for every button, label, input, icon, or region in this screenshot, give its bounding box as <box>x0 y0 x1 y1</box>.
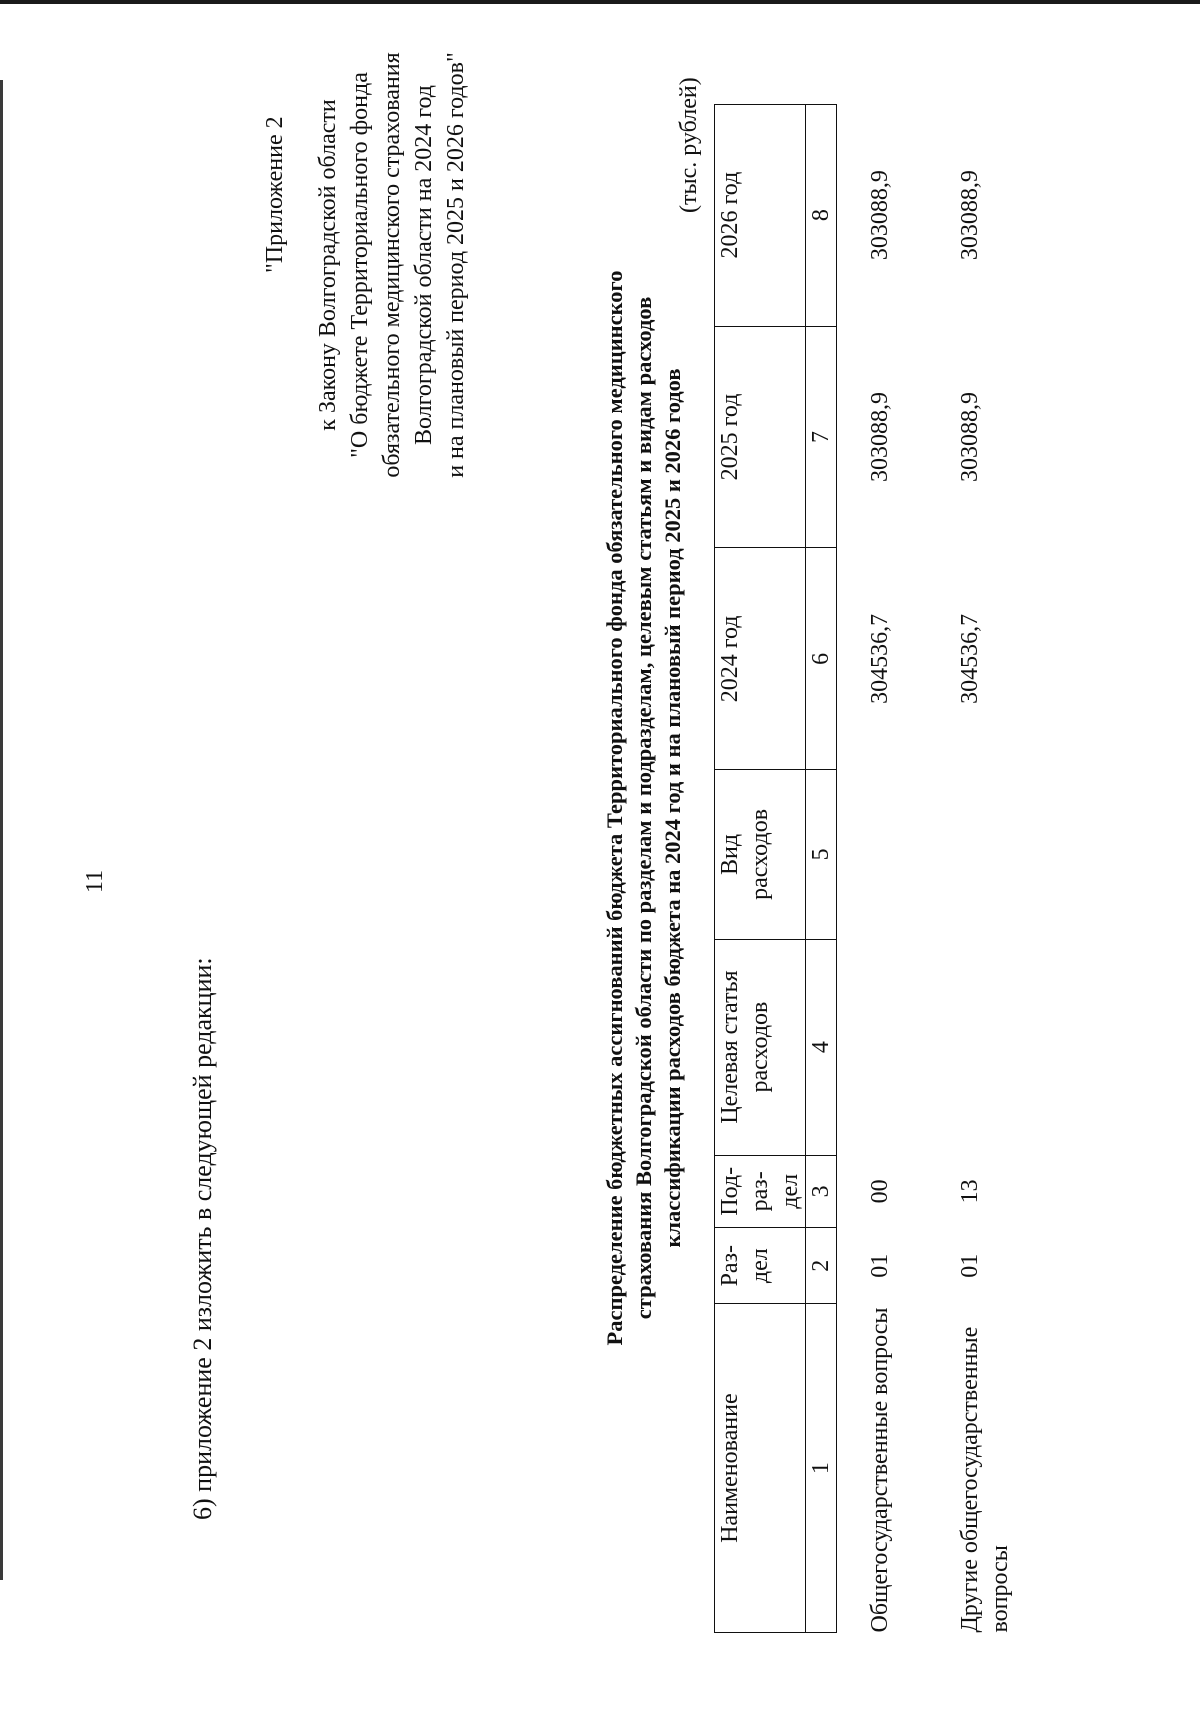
intro-text: 6) приложение 2 изложить в следующей редакции: <box>188 957 217 1520</box>
row-2025: 303088,9 <box>957 391 983 482</box>
header-2024: 2024 год <box>715 548 806 770</box>
header-vid <box>715 770 806 939</box>
column-number: 8 <box>806 104 837 326</box>
row-name: Другие общегосударственные вопросы <box>957 1326 1013 1633</box>
row-2026: 303088,9 <box>867 170 893 261</box>
row-podrazdel: 00 <box>867 1179 893 1204</box>
column-number: 5 <box>806 770 837 939</box>
page-number: 11 <box>82 869 108 893</box>
header-gap <box>806 84 837 105</box>
column-number: 4 <box>806 939 837 1155</box>
title-line: классификации расходов бюджета на 2024 год и на плановый период 2025 и 2026 годов <box>660 368 685 1248</box>
row-statya <box>955 939 1045 1155</box>
column-number-row <box>806 84 837 1633</box>
column-number: 3 <box>806 1155 837 1227</box>
header-vid-text: Вид расходов <box>717 808 773 900</box>
row-2025: 303088,9 <box>867 391 893 482</box>
appendix-line: обязательного медицинского страхования <box>379 52 405 478</box>
row-razdel: 01 <box>867 1253 893 1278</box>
column-number: 2 <box>806 1228 837 1304</box>
row-vid <box>955 770 1045 939</box>
header-razdel-text: Раз- дел <box>717 1244 773 1287</box>
table-header-row <box>715 84 806 1633</box>
header-2025: 2025 год <box>715 326 806 548</box>
row-gap <box>955 84 1045 105</box>
header-razdel <box>715 1228 806 1304</box>
appendix-line: и на плановый период 2025 и 2026 годов" <box>443 52 469 478</box>
budget-table <box>714 83 1045 1633</box>
column-number: 7 <box>806 326 837 548</box>
appendix-line: Волгоградской области на 2024 год <box>411 84 437 446</box>
row-2024: 304536,7 <box>957 613 983 704</box>
row-vid <box>837 770 956 939</box>
appendix-line: "О бюджете Территориального фонда <box>347 72 373 458</box>
header-podrazdel <box>715 1155 806 1227</box>
header-statya-text: Целевая статья расходов <box>717 970 773 1124</box>
appendix-label: "Приложение 2 <box>262 116 288 273</box>
document-title <box>600 93 687 1523</box>
header-gap <box>715 84 806 105</box>
row-podrazdel: 13 <box>957 1179 983 1204</box>
row-2024: 304536,7 <box>867 613 893 704</box>
title-line: страхования Волгоградской области по разделам и подразделам, целевым статьям и видам расходов <box>631 296 656 1320</box>
row-statya <box>837 939 956 1155</box>
header-2026: 2026 год <box>715 104 806 326</box>
column-number: 6 <box>806 548 837 770</box>
appendix-line: к Закону Волгоградской области <box>315 99 341 431</box>
column-number: 1 <box>806 1304 837 1633</box>
units-label: (тыс. рублей) <box>676 77 702 213</box>
title-line: Распределение бюджетных ассигнований бюджета Территориального фонда обязательного медицинского <box>602 270 627 1346</box>
header-podrazdel-text: Под- раз- дел <box>717 1166 803 1216</box>
header-statya <box>715 939 806 1155</box>
row-gap <box>837 84 956 105</box>
table-row <box>955 84 1045 1633</box>
table-row <box>837 84 956 1633</box>
appendix-reference <box>312 15 472 515</box>
row-name: Общегосударственные вопросы <box>867 1307 893 1633</box>
row-2026: 303088,9 <box>957 170 983 261</box>
row-razdel: 01 <box>957 1253 983 1278</box>
header-name: Наименование <box>715 1304 806 1633</box>
